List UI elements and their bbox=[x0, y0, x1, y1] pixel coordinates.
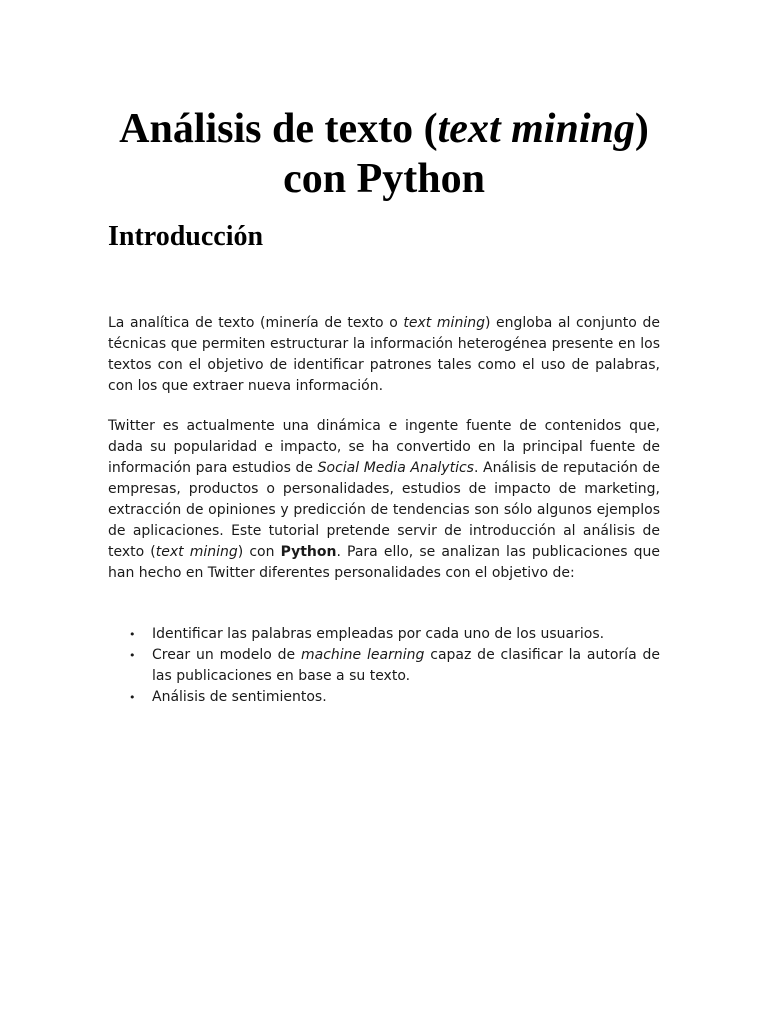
paragraph-2-bold-python: Python bbox=[280, 544, 337, 560]
list-item bbox=[108, 624, 660, 645]
list-item-seg-1: Crear un modelo de bbox=[152, 647, 301, 663]
title-part-1: Análisis de texto ( bbox=[119, 106, 438, 152]
paragraph-2-seg-1: Twitter es actualmente una dinámica e ingente fuente de contenidos que, dada su popularidad e impacto, se ha convertido en la principal fuente de información para estudios de bbox=[108, 418, 660, 476]
paragraph-2-seg-3: ) con bbox=[237, 544, 281, 560]
objectives-list bbox=[108, 624, 660, 708]
paragraph-2-italic-2: text mining bbox=[155, 544, 238, 560]
title-part-2: ) con Python bbox=[283, 106, 649, 202]
list-item bbox=[108, 645, 660, 687]
paragraph-2 bbox=[108, 416, 660, 584]
section-heading-introduccion: Introducción bbox=[108, 221, 264, 252]
paragraph-1-seg-2: ) engloba al conjunto de técnicas que permiten estructurar la información heterogénea presente en los textos con el objetivo de identificar patrones tales como el uso de palabras, con los que extraer nueva información. bbox=[108, 315, 660, 394]
bullet-dot-icon: • bbox=[129, 691, 136, 704]
bullet-dot-icon: • bbox=[129, 649, 136, 662]
document-title bbox=[100, 104, 668, 204]
title-italic-text-mining: text mining bbox=[437, 106, 635, 152]
list-item-seg-2: capaz de clasificar la autoría de las publicaciones en base a su texto. bbox=[152, 647, 660, 684]
list-item-seg-1: Análisis de sentimientos. bbox=[152, 689, 327, 705]
list-item bbox=[108, 687, 660, 708]
bullet-dot-icon: • bbox=[129, 628, 136, 641]
paragraph-2-seg-2: . Análisis de reputación de empresas, productos o personalidades, estudios de impacto de marketing, extracción de opiniones y predicción de tendencias son sólo algunos ejemplos de aplicaciones. Este tutorial pretende servir de introducción al análisis de texto ( bbox=[108, 460, 661, 560]
paragraph-2-seg-4: . Para ello, se analizan las publicaciones que han hecho en Twitter diferentes personalidades con el objetivo de: bbox=[108, 544, 661, 581]
paragraph-1 bbox=[108, 313, 660, 397]
paragraph-2-italic-1: Social Media Analytics bbox=[317, 460, 474, 476]
paragraph-1-italic-1: text mining bbox=[403, 315, 485, 331]
paragraph-1-seg-1: La analítica de texto (minería de texto o bbox=[108, 315, 404, 331]
list-item-seg-1: Identificar las palabras empleadas por cada uno de los usuarios. bbox=[152, 626, 605, 642]
list-item-italic-1: machine learning bbox=[301, 647, 425, 663]
